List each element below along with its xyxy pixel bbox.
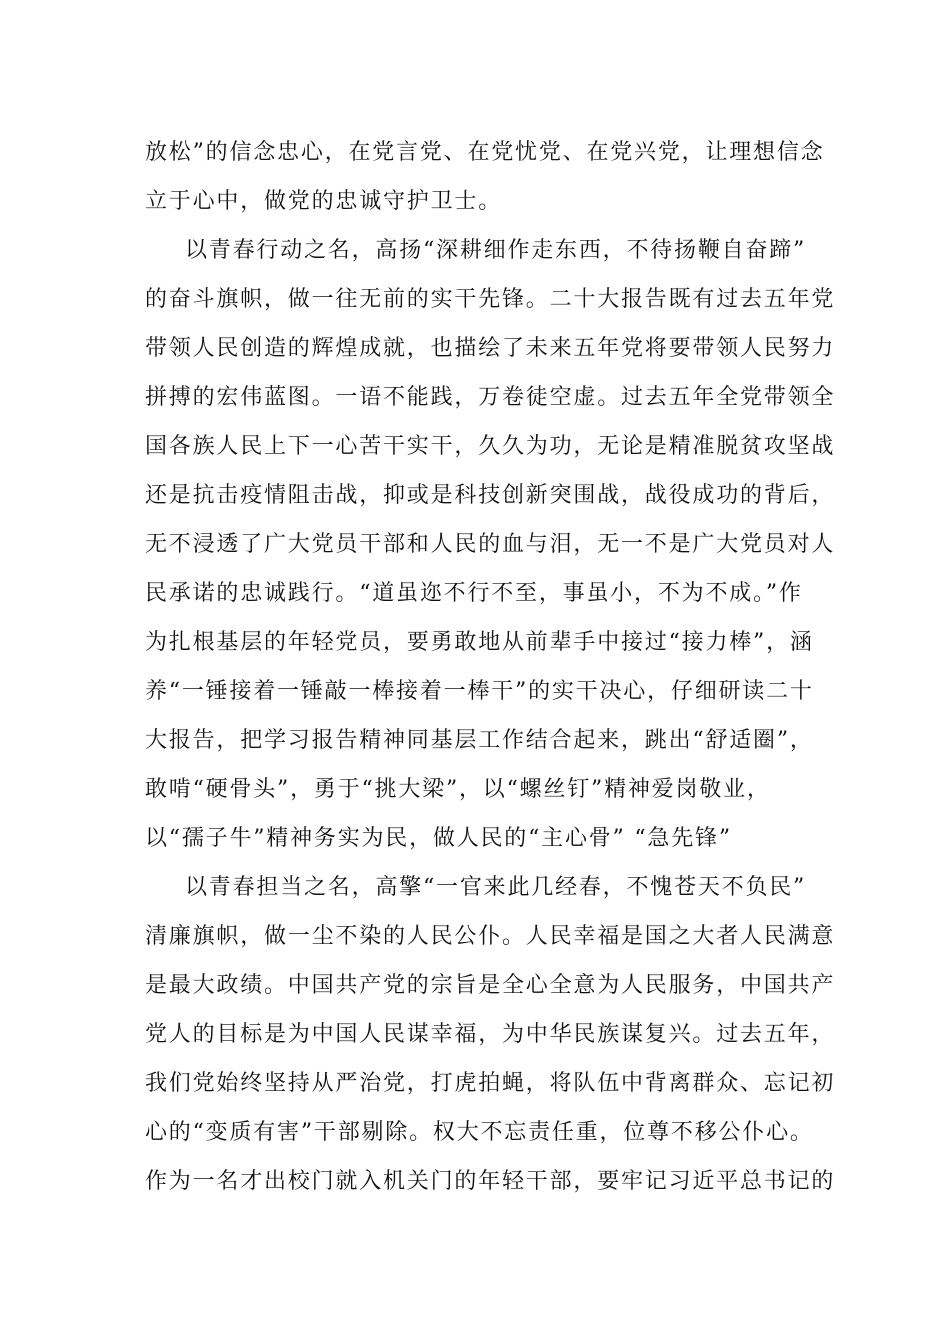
text-line: 还是抗击疫情阻击战，抑或是科技创新突围战，战役成功的背后，	[145, 483, 836, 508]
text-line: 大报告，把学习报告精神同基层工作结合起来，跳出“舒适圈”，	[145, 728, 814, 753]
text-line: 清廉旗帜，做一尘不染的人民公仆。人民幸福是国之大者人民满意	[145, 924, 836, 949]
text-line: 我们党始终坚持从严治党，打虎拍蝇，将队伍中背离群众、忘记初	[145, 1071, 836, 1096]
text-line: 作为一名才出校门就入机关门的年轻干部，要牢记习近平总书记的	[145, 1169, 836, 1194]
text-line: 的奋斗旗帜，做一往无前的实干先锋。二十大报告既有过去五年党	[145, 287, 836, 312]
text-line: 以“孺子牛”精神务实为民，做人民的“主心骨” “急先锋”	[145, 826, 732, 851]
text-line: 拼搏的宏伟蓝图。一语不能践，万卷徒空虚。过去五年全党带领全	[145, 385, 836, 410]
text-line: 国各族人民上下一心苦干实干，久久为功，无论是精准脱贫攻坚战	[145, 434, 836, 459]
text-line: 带领人民创造的辉煌成就，也描绘了未来五年党将要带领人民努力	[145, 336, 836, 361]
text-line: 是最大政绩。中国共产党的宗旨是全心全意为人民服务，中国共产	[145, 973, 836, 998]
text-line: 养“一锤接着一锤敲一棒接着一棒干”的实干决心，仔细研读二十	[145, 679, 814, 704]
text-line: 立于心中，做党的忠诚守护卫士。	[145, 189, 503, 214]
text-line: 心的“变质有害”干部剔除。权大不忘责任重，位尊不移公仆心。	[145, 1120, 814, 1145]
text-line: 放松”的信念忠心，在党言党、在党忧党、在党兴党，让理想信念	[145, 140, 825, 165]
text-line: 党人的目标是为中国人民谋幸福，为中华民族谋复兴。过去五年，	[145, 1022, 836, 1047]
text-line: 无不浸透了广大党员干部和人民的血与泪，无一不是广大党员对人	[145, 532, 836, 557]
body-text	[145, 128, 836, 1206]
paragraph-start-line: 以青春担当之名，高擎“一官来此几经春，不愧苍天不负民”	[185, 875, 807, 900]
text-line: 敢啃“硬骨头”，勇于“挑大梁”，以“螺丝钉”精神爱岗敬业，	[145, 777, 771, 802]
paragraph-start-line: 以青春行动之名，高扬“深耕细作走东西，不待扬鞭自奋蹄”	[185, 238, 807, 263]
text-line: 为扎根基层的年轻党员，要勇敢地从前辈手中接过“接力棒”，涵	[145, 630, 814, 655]
text-line: 民承诺的忠诚践行。“道虽迩不行不至，事虽小，不为不成。”作	[145, 581, 803, 606]
